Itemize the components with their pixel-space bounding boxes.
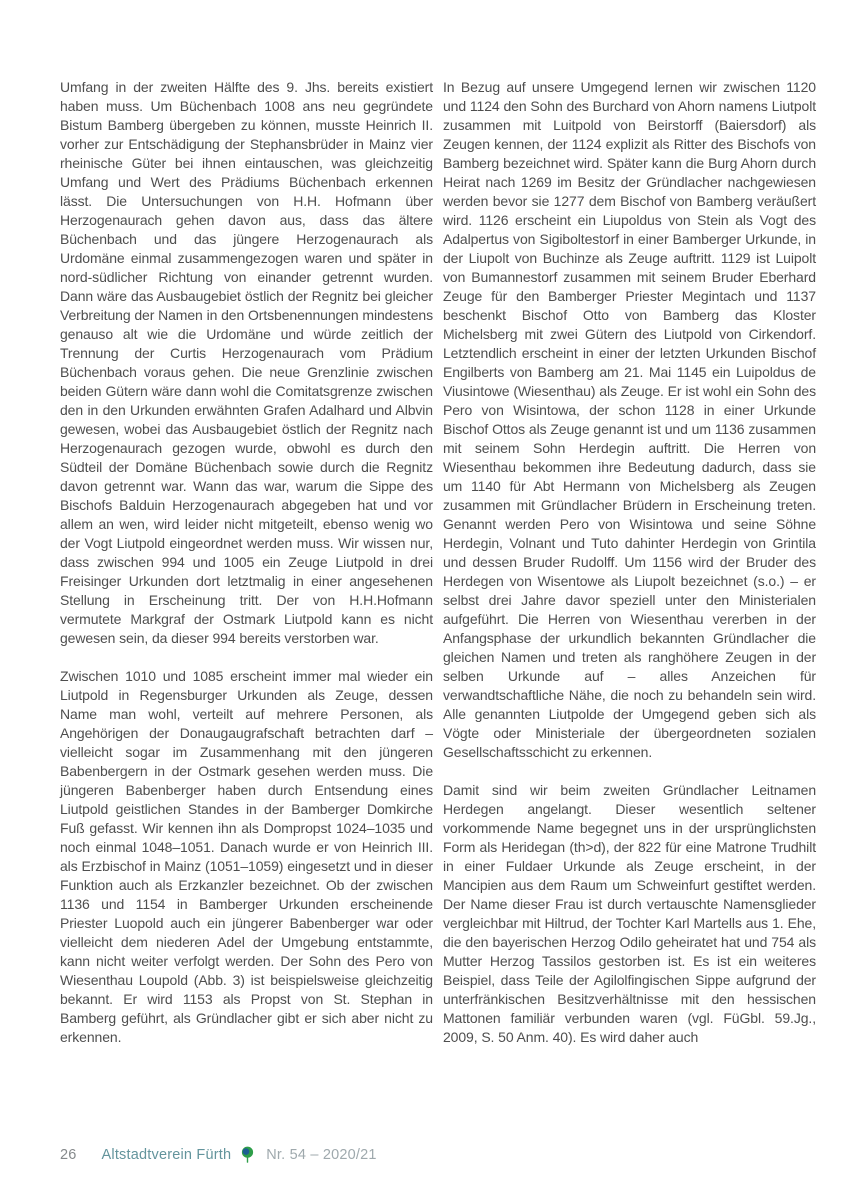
tree-icon (241, 1146, 254, 1164)
page-number: 26 (60, 1147, 77, 1163)
publication-name: Altstadtverein Fürth (101, 1147, 232, 1163)
right-column (443, 78, 816, 1066)
left-column (60, 78, 433, 1066)
paragraph: Zwischen 1010 und 1085 erscheint immer mal wieder ein Liutpold in Regensburger Urkunden als Zeuge, dessen Name man wohl, verteilt auf mehrere Personen, als Angehörigen der Donaugaugrafschaft betrachten darf – vielleicht sogar im Zusammenhang mit den jüngeren Babenbergern in der Ostmark gesehen werden muss. Die jüngeren Babenberger haben durch Entsendung eines Liutpold geistlichen Standes in der Bamberger Domkirche Fuß gefasst. Wir kennen ihn als Dompropst 1024–1035 und noch einmal 1048–1051. Danach wurde er von Heinrich III. als Erzbischof in Mainz (1051–1059) eingesetzt und in dieser Funktion auch als Erzkanzler bezeichnet. Ob der zwischen 1136 und 1154 in Bamberger Urkunden erscheinende Priester Luopold auch ein jüngerer Babenberger war oder vielleicht dem niederen Adel der Umgebung entstammte, kann nicht weiter verfolgt werden. Der Sohn des Pero von Wiesenthau Loupold (Abb. 3) ist beispielsweise gleichzeitig bekannt. Er wird 1153 als Propst von St. Stephan in Bamberg geführt, als Gründlacher gibt er sich aber nicht zu erkennen. (60, 668, 433, 1045)
issue-number: Nr. 54 – 2020/21 (266, 1147, 377, 1163)
paragraph: In Bezug auf unsere Umgegend lernen wir zwischen 1120 und 1124 den Sohn des Burchard von Ahorn namens Liutpolt zusammen mit Luitpold von Beirstorff (Baiersdorf) als Zeugen kennen, der 1124 explizit als Ritter des Bischofs von Bamberg bezeichnet wird. Später kann die Burg Ahorn durch Heirat nach 1269 im Besitz der Gründlacher nachgewiesen werden bevor sie 1277 dem Bischof von Bamberg veräußert wird. 1126 erscheint ein Liupoldus von Stein als Vogt des Adalpertus von Sigiboltestorf in einer Bamberger Urkunde, in der Liupolt von Buchinze als Zeuge auftritt. 1129 ist Luipolt von Bumannestorf zusammen mit seinem Bruder Eberhard Zeuge für den Bamberger Priester Megintach und 1137 beschenkt Bischof Otto von Bamberg das Kloster Michelsberg mit zwei Gütern des Liutpold von Cirkendorf. Letztendlich erscheint in einer der letzten Urkunden Bischof Engilberts von Bamberg am 21. Mai 1145 ein Luipoldus de Viusintowe (Wiesenthau) als Zeuge. Er ist wohl ein Sohn des Pero von Wisintowa, der schon 1128 in einer Urkunde Bischof Ottos als Zeuge genannt ist und um 1136 zusammen mit seinem Sohn Herdegin auftritt. Die Herren von Wiesenthau bekommen ihre Bedeutung dadurch, dass sie um 1140 für Abt Hermann von Michelsberg als Zeugen zusammen mit Gründlacher Brüdern in Erscheinung treten. Genannt werden Pero von Wisintowa und seine Söhne Herdegin, Volnant und Tuto dahinter Herdegin von Grintila und dessen Bruder Rudolff. Um 1156 wird der Bruder des Herdegen von Wisentowe als Liupolt bezeichnet (s.o.) – er selbst drei Jahre davor speziell unter den Ministerialen aufgeführt. Die Herren von Wiesenthau vererben in der Anfangsphase der urkundlich bekannten Gründlacher die gleichen Namen und treten als ranghöhere Zeugen in der selben Urkunde auf – alles Anzeichen für verwandtschaftliche Nähe, die noch zu behandeln sein wird. Alle genannten Liutpolde der Umgegend geben sich als Vögte oder Ministeriale der übergeordneten sozialen Gesellschaftsschicht zu erkennen. (443, 79, 816, 760)
paragraph: Damit sind wir beim zweiten Gründlacher Leitnamen Herdegen angelangt. Dieser wesentlich seltener vorkommende Name begegnet uns in der ursprünglichsten Form als Heridegan (th>d), der 822 für eine Matrone Trudhilt in einer Fuldaer Urkunde als Zeuge erscheint, in der Mancipien aus dem Raum um Schweinfurt gestiftet werden. Der Name dieser Frau ist durch vertauschte Namensglieder vergleichbar mit Hiltrud, der Tochter Karl Martells aus 1. Ehe, die den bayerischen Herzog Odilo geheiratet hat und 754 als Mutter Herzog Tassilos gestorben ist. Es ist ein weiteres Beispiel, dass Teile der Agilolfingischen Sippe aufgrund der unterfränkischen Besitzverhältnisse mit den hessischen Mattonen familiär verbunden waren (vgl. FüGbl. 59.Jg., 2009, S. 50 Anm. 40). Es wird daher auch (443, 782, 816, 1045)
page-footer (60, 1146, 377, 1164)
paragraph: Umfang in der zweiten Hälfte des 9. Jhs. bereits existiert haben muss. Um Büchenbach 1008 ans neu gegründete Bistum Bamberg übergeben zu können, musste Heinrich II. vorher zur Entschädigung der Stephansbrüder in Mainz vier rheinische Güter bei ihnen eintauschen, was gleichzeitig Umfang und Wert des Prädiums Büchenbach erkennen lässt. Die Untersuchungen von H.H. Hofmann über Herzogenaurach gehen davon aus, dass das ältere Büchenbach und das jüngere Herzogenaurach als Urdomäne einmal zusammengezogen waren und später in nord-südlicher Richtung von einander getrennt wurden. Dann wäre das Ausbaugebiet östlich der Regnitz bei gleicher Verbreitung der Namen in den Ortsbenennungen mindestens genauso alt wie die Urdomäne und würde zeitlich der Trennung der Curtis Herzogenaurach vom Prädium Büchenbach voraus gehen. Die neue Grenzlinie zwischen beiden Gütern wäre dann wohl die Comitatsgrenze zwischen den in den Urkunden erwähnten Grafen Adalhard und Albvin gewesen, wobei das Ausbaugebiet östlich der Regnitz nach Herzogenaurach gezogen wurde, obwohl es durch den Südteil der Domäne Büchenbach sowie durch die Regnitz davon getrennt war. Wann das war, warum die Sippe des Bischofs Balduin Herzogenaurach abgegeben hat und vor allem an wen, wird leider nicht mitgeteilt, ebenso wenig wo der Vogt Liutpold eingeordnet werden muss. Wir wissen nur, dass zwischen 994 und 1005 ein Zeuge Liutpold in drei Freisinger Urkunden dort letztmalig in einer angesehenen Stellung in Erscheinung tritt. Der von H.H.Hofmann vermutete Markgraf der Ostmark Liutpold kann es nicht gewesen sein, da dieser 994 bereits verstorben war. (60, 79, 433, 646)
